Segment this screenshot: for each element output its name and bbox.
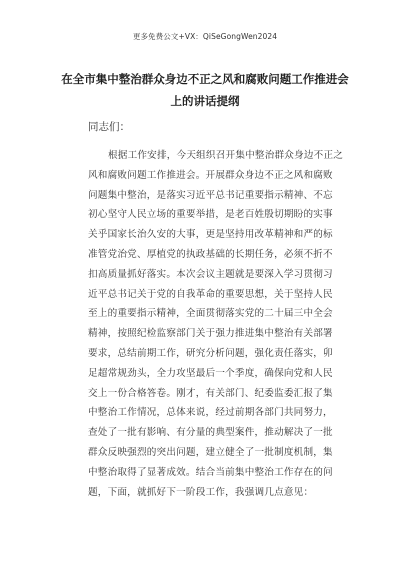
body-line: 准管党治党、厚植党的执政基础的长期任务，必须不折不: [88, 248, 333, 260]
body-line: 至上的重要指示精神，全面贯彻落实党的二十届三中全会: [88, 308, 333, 320]
header-note: 更多免费公文+VX：QiSeGongWen2024: [132, 32, 278, 41]
document-title-line-2: 上的讲话提纲: [170, 94, 240, 108]
body-line: 初心坚守人民立场的重要举措，是老百姓殷切期盼的实事: [88, 209, 333, 221]
body-line: 近平总书记关于党的自我革命的重要思想，关于坚持人民: [88, 288, 333, 300]
body-line: 题，下面，就抓好下一阶段工作，我强调几点意见：: [88, 486, 314, 498]
body-line: 精神，按照纪检监察部门关于强力推进集中整治有关部署: [88, 328, 333, 340]
body-text: [88, 146, 350, 502]
body-line: 问题集中整治，是落实习近平总书记重要指示精神、不忘: [88, 189, 333, 201]
body-line: 交上一份合格答卷。刚才，有关部门、纪委监委汇报了集: [88, 387, 333, 399]
salutation: 同志们：: [88, 121, 130, 133]
body-line: 查处了一批有影响、有分量的典型案件，推动解决了一批: [88, 427, 333, 439]
body-line: 关乎国家长治久安的大事，更是坚持用改革精神和严的标: [88, 229, 333, 241]
body-line: 根据工作安排，今天组织召开集中整治群众身边不正之: [108, 150, 344, 161]
body-line: 要求，总结前期工作，研究分析问题，强化责任落实，卯: [88, 347, 333, 359]
body-line: 风和腐败问题工作推进会。开展群众身边不正之风和腐败: [88, 169, 333, 181]
body-line: 足超常规劲头，全力攻坚最后一个季度，确保向党和人民: [88, 367, 333, 379]
body-line: 群众反映强烈的突出问题，建立健全了一批制度机制，集: [88, 446, 333, 458]
document-title-line-1: 在全市集中整治群众身边不正之风和腐败问题工作推进会: [61, 72, 349, 86]
body-line: 中整治工作情况，总体来说，经过前期各部门共同努力，: [88, 407, 333, 419]
body-line: 扣高质量抓好落实。本次会议主题就是要深入学习贯彻习: [88, 268, 333, 280]
body-line: 中整治取得了显著成效。结合当前集中整治工作存在的问: [88, 466, 333, 478]
